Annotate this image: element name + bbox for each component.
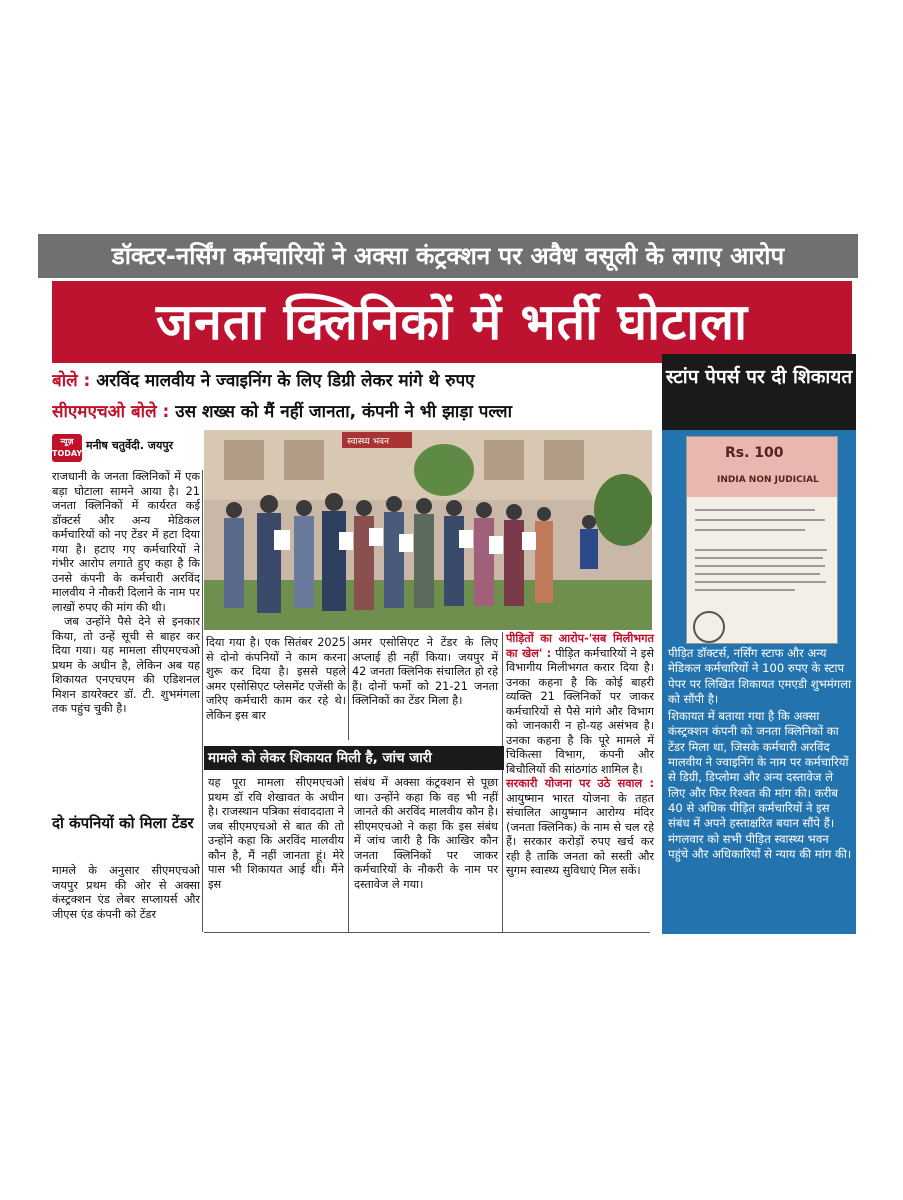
- bottom-rule: [204, 932, 650, 933]
- stamp-paper-image: [686, 436, 838, 644]
- article-column-4: [506, 632, 654, 879]
- stamp-value: Rs. 100: [725, 445, 784, 461]
- byline: [52, 432, 200, 466]
- logo-bottom: TODAY: [52, 449, 83, 458]
- sidebar-text: [668, 646, 852, 864]
- top-headline-banner: डॉक्टर-नर्सिंग कर्मचारियों ने अक्सा कंट्रक्शन पर अवैध वसूली के लगाए आरोप: [38, 234, 858, 278]
- column-divider-3: [348, 776, 349, 932]
- article-column-3-bottom: [354, 776, 498, 892]
- sidebar-para-1: पीड़ित डॉक्टर्स, नर्सिंग स्टाफ और अन्य मेडिकल कर्मचारियों ने 100 रुपए के स्टाप पेपर पर लिखित शिकायत एमएडी शुभमंगला को सौंपी है।: [668, 646, 852, 706]
- article-column-2: [206, 636, 346, 723]
- subheadline-2-text: उस शख्स को मैं नहीं जानता, कंपनी ने भी झाड़ा पल्ला: [169, 402, 512, 422]
- col3-para: अमर एसोसिएट ने टेंडर के लिए अप्लाई ही नहीं किया। जयपुर में 42 जनता क्लिनिक संचालित हो रहे हैं। दोनों फर्मो को 21-21 जनता क्लिनिकों का टेंडर मिला है।: [352, 636, 498, 707]
- column-divider-4: [502, 632, 503, 932]
- col3b-para: संबंध में अक्सा कंट्रक्शन से पूछा था। उन्होंने कहा कि वह भी नहीं जानते की अरविंद मालवीय कौन है। सीएमएचओ ने कहा कि इस संबंध में जांच जारी है कि आखिर कौन जनता क्लिनिकों पर जाकर कर्मचारियों के नौकरी के नाम पर दस्तावेज ले गया।: [354, 776, 498, 891]
- col2-para: दिया गया है। एक सितंबर 2025 से दोनो कंपनियों ने काम करना शुरू कर दिया है। इससे पहले अमर एसोसिएट प्लेसमेंट एजेंसी के जरिए कर्मचारी काम कर रहे थे। लेकिन इस बार: [206, 636, 346, 722]
- news-today-logo: [52, 434, 82, 462]
- col4-para-2: आयुष्मान भारत योजना के तहत संचालित आयुष्मान आरोग्य मंदिर (जनता क्लिनिक) के नाम से चल रहे हैं। सरकार करोड़ों रुपए खर्च कर रही है ताकि जनता को सस्ती और सुगम स्वास्थ्य सुविधाएं मिल सकें।: [506, 791, 654, 877]
- col1-para-2: जब उन्होंने पैसे देने से इनकार किया, तो उन्हें सूची से बाहर कर दिया गया। यह मामला सीएमएचओ प्रथम के अधीन है, लेकिन अब यह शिकायत एनएचएम की एडिशनल मिशन डायरेक्टर डॉ. टी. शुभमंगला तक पहुंच चुकी है।: [52, 615, 200, 715]
- col4-subhead-2: सरकारी योजना पर उठे सवाल :: [506, 777, 654, 790]
- subheadline-2: [52, 399, 652, 426]
- stamp-seal-icon: [693, 611, 725, 643]
- col2b-para: यह पूरा मामला सीएमएचओ प्रथम डॉ रवि शेखावत के अधीन है। राजस्थान पत्रिका संवाददाता ने जब सीएमएचओ से बात की तो उन्होंने कहा कि अरविंद मालवीय कौन है, मैं नहीं जानता हूं। मेरे पास भी शिकायत आई थी। मैंने इस: [208, 776, 344, 891]
- author-name: मनीष चतुर्वेदी. जयपुर: [86, 439, 174, 452]
- col1-para-3: मामले के अनुसार सीएमएचओ जयपुर प्रथम की ओर से अक्सा कंस्ट्रक्शन एंड लेबर सप्लायर्स और जीएस एंड कंपनी को टेंडर: [52, 864, 200, 921]
- sidebar-para-2: शिकायत में बताया गया है कि अक्सा कंस्ट्रक्शन कंपनी को जनता क्लिनिकों का टेंडर मिला था, जिसके कर्मचारी अरविंद मालवीय ने ज्वाइनिंग के नाम पर कर्मचारियों से डिग्री, डिप्लोमा और अन्य दस्तावेज ले लिए और फिर रिश्वत की मांग की। करीब 40 से अधिक पीड़ित कर्मचारियों ने इस संबंध में अपने हस्ताक्षरित बयान सौंपे हैं। मंगलवार को सभी पीड़ित स्वास्थ्य भवन पहुंचे और अधिकारियों से न्याय की मांग की।: [668, 709, 852, 861]
- col4-subhead-1: पीड़ितों का आरोप-'सब मिलीभगत का खेल' :: [506, 632, 654, 660]
- col1-para-1: राजधानी के जनता क्लिनिकों में एक बड़ा घोटाला सामने आया है। 21 जनता क्लिनिकों में कार्यरत कई डॉक्टर्स और अन्य मेडिकल कर्मचारियों को नए टेंडर में हटा दिया गया है। हटाए गए कर्मचारियों ने गंभीर आरोप लगाते हुए कहा है कि उनसे कंपनी के कर्मचारी अरविंद मालवीय ने नौकरी दिलाने के नाम पर लाखों रुपए की मांग की थी।: [52, 470, 200, 614]
- protest-photo: [204, 430, 652, 630]
- logo-top: न्यूज़: [60, 437, 74, 446]
- column-divider-1: [202, 470, 203, 932]
- building-sign: स्वास्थ्य भवन: [347, 437, 390, 447]
- subheadline-2-label: सीएमएचओ बोले :: [52, 402, 170, 422]
- col1-subhead: दो कंपनियों को मिला टेंडर: [52, 814, 194, 832]
- subheadline-1-label: बोले :: [52, 371, 91, 391]
- main-headline: जनता क्लिनिकों में भर्ती घोटाला: [52, 281, 852, 363]
- article-column-1: [52, 470, 200, 717]
- section-headline: मामले को लेकर शिकायत मिली है, जांच जारी: [204, 746, 504, 770]
- column-divider-2: [348, 636, 349, 740]
- col4-para-1: पीड़ित कर्मचारियों ने इसे विभागीय मिलीभगत करार दिया है। उनका कहना है कि कोई बाहरी व्यक्ति 21 क्लिनिकों पर जाकर कर्मचारियों से पैसे मांगे और विभाग को जानकारी न हो-यह असंभव है। उनका कहना है कि पूरे मामले में चिकित्सा विभाग, कंपनी और बिचौलियों की सांठगांठ शामिल है।: [506, 646, 654, 776]
- article-column-3: [352, 636, 498, 709]
- subheadline-1: [52, 368, 652, 395]
- sidebar-heading: स्टांप पेपर्स पर दी शिकायत: [662, 354, 856, 430]
- article-column-1-bottom: [52, 864, 200, 922]
- subheadline-1-text: अरविंद मालवीय ने ज्वाइनिंग के लिए डिग्री लेकर मांगे थे रुपए: [90, 371, 475, 391]
- stamp-caption: INDIA NON JUDICIAL: [717, 475, 819, 485]
- article-column-2-bottom: [208, 776, 344, 892]
